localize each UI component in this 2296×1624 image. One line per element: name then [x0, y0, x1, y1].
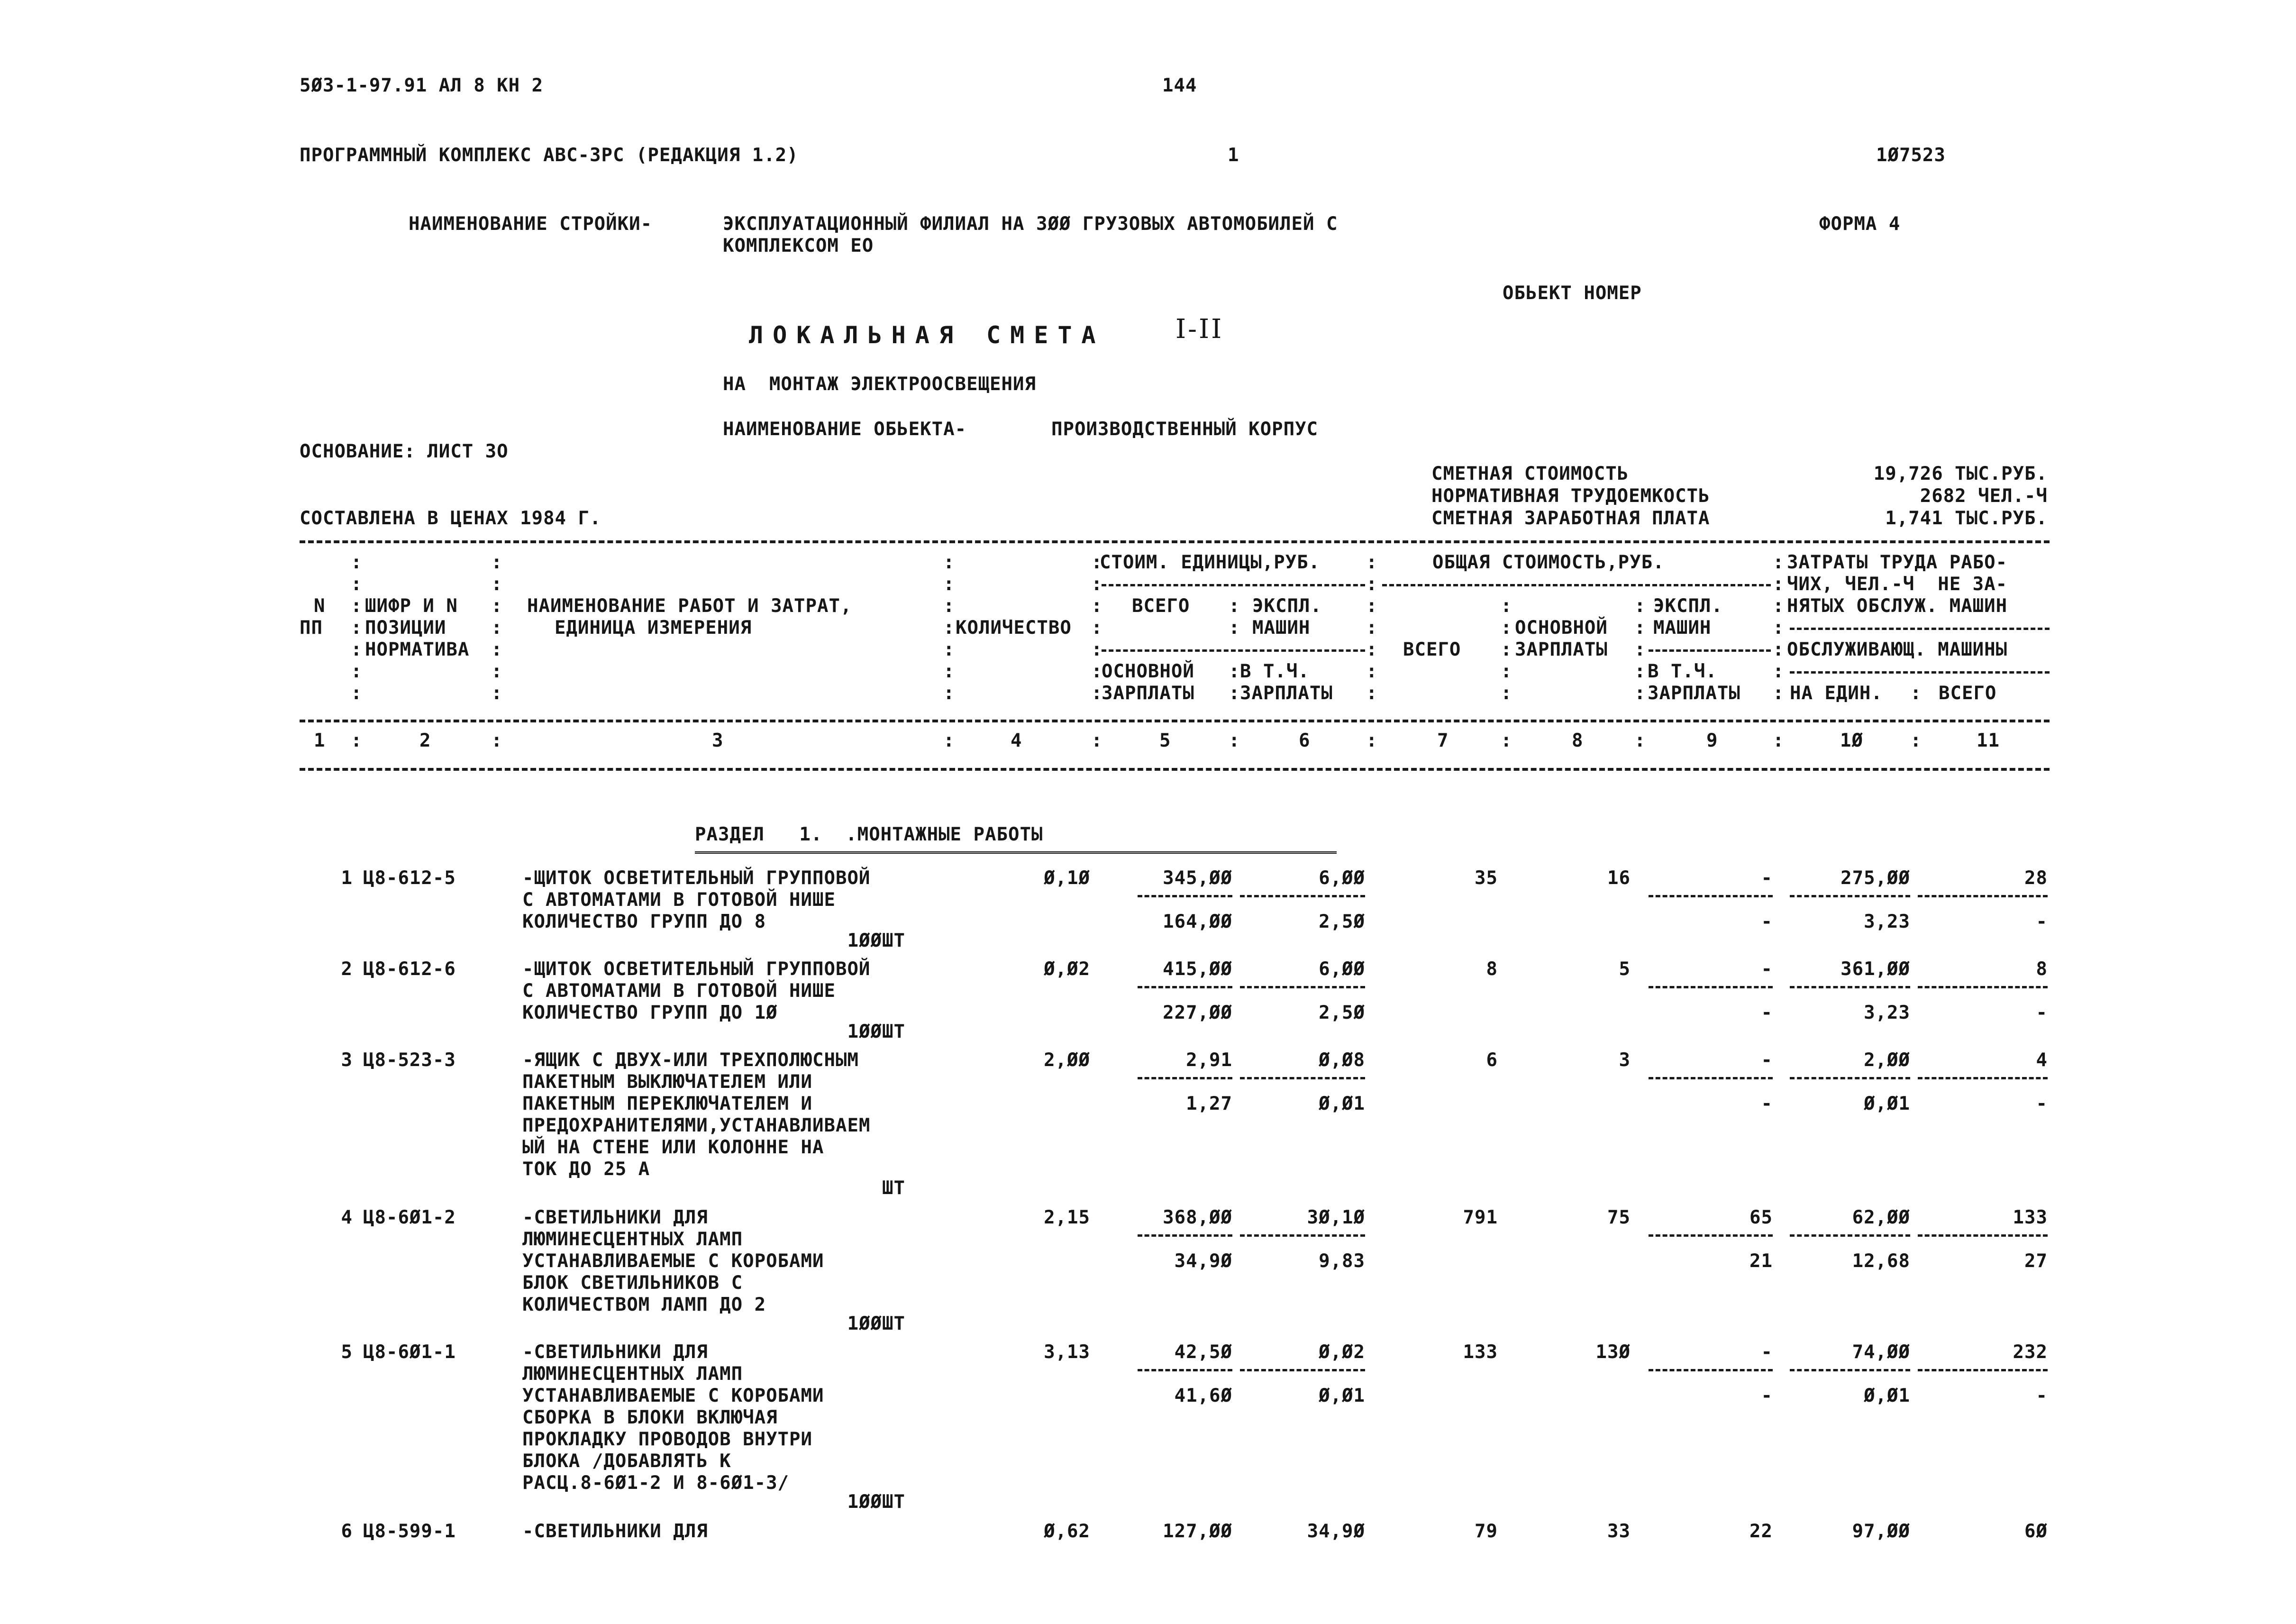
summary-cost-label: СМЕТНАЯ СТОИМОСТЬ	[1431, 463, 1629, 484]
row-description-line: КОЛИЧЕСТВОМ ЛАМП ДО 2	[522, 1294, 766, 1315]
hdr-labor-total: ВСЕГО	[1939, 683, 1997, 704]
row-description-line: ПРЕДОХРАНИТЕЛЯМИ,УСТАНАВЛИВАЕМ	[522, 1115, 871, 1136]
row-unit-cost-total: 127,ØØ	[1163, 1521, 1232, 1542]
row-description-line: ПРОКЛАДКУ ПРОВОДОВ ВНУТРИ	[522, 1429, 812, 1450]
colnum-10: 1Ø	[1840, 730, 1863, 751]
row-unit: 1ØØШТ	[847, 1313, 905, 1334]
hdr-base-salary-total-1: ОСНОВНОЙ	[1515, 617, 1608, 639]
row-machine-labor-total: -	[2036, 1093, 2048, 1114]
row-machine-labor-per-unit: Ø,Ø1	[1864, 1385, 1910, 1406]
col-sep-2: : : : : : : :	[491, 552, 503, 704]
row-labor-per-unit: 74,ØØ	[1852, 1341, 1910, 1363]
row-description-line: -СВЕТИЛЬНИКИ ДЛЯ	[522, 1207, 708, 1228]
object-name: ПРОИЗВОДСТВЕННЫЙ КОРПУС	[1051, 419, 1319, 440]
price-basis: СОСТАВЛЕНА В ЦЕНАХ 1984 Г.	[300, 508, 601, 529]
row-code: Ц8-612-6	[363, 958, 456, 980]
section-title: РАЗДЕЛ 1. .МОНТАЖНЫЕ РАБОТЫ	[695, 824, 1043, 845]
row-divider	[1649, 1369, 1773, 1371]
hdr-quantity: КОЛИЧЕСТВО	[956, 617, 1072, 639]
hdr-base-salary-total-2: ЗАРПЛАТЫ	[1515, 639, 1608, 660]
hdr-name-1: НАИМЕНОВАНИЕ РАБОТ И ЗАТРАТ,	[527, 595, 852, 617]
colnum-6: 6	[1299, 730, 1311, 751]
row-description-line: ЫЙ НА СТЕНЕ ИЛИ КОЛОННЕ НА	[522, 1137, 824, 1158]
row-divider	[1918, 1234, 2048, 1237]
program-name: ПРОГРАММНЫЙ КОМПЛЕКС АВС-3РС (РЕДАКЦИЯ 1.2)	[300, 145, 799, 166]
row-description-line: ЛЮМИНЕСЦЕНТНЫХ ЛАМП	[522, 1229, 743, 1250]
colnum-1: 1	[314, 730, 326, 751]
row-total-cost: 8	[1486, 958, 1498, 980]
colnum-3: 3	[712, 730, 724, 751]
row-machines-cost: 22	[1749, 1521, 1773, 1542]
row-description-line: -СВЕТИЛЬНИКИ ДЛЯ	[522, 1341, 708, 1363]
row-labor-total: 232	[2013, 1341, 2048, 1363]
page-number: 144	[1162, 75, 1197, 96]
row-number: 5	[341, 1341, 353, 1363]
row-unit-cost-total: 368,ØØ	[1163, 1207, 1232, 1228]
row-divider	[1790, 895, 1910, 897]
row-description-line: РАСЦ.8-6Ø1-2 И 8-6Ø1-3/	[522, 1472, 790, 1494]
row-divider	[1138, 1369, 1232, 1371]
row-unit: 1ØØШТ	[847, 930, 905, 951]
row-labor-total: 6Ø	[2024, 1521, 2048, 1542]
row-quantity: 2,15	[1044, 1207, 1090, 1228]
row-description-line: УСТАНАВЛИВАЕМЫЕ С КОРОБАМИ	[522, 1250, 824, 1272]
hdr-incl-1: В Т.Ч.	[1240, 661, 1310, 682]
row-quantity: Ø,Ø2	[1044, 958, 1090, 980]
hdr-incl-total-1: В Т.Ч.	[1648, 661, 1717, 682]
construction-name-line-1: ЭКСПЛУАТАЦИОННЫЙ ФИЛИАЛ НА 3ØØ ГРУЗОВЫХ АВТОМОБИЛЕЙ С	[723, 213, 1338, 235]
row-machines-salary: -	[1761, 1093, 1773, 1114]
document-id: 1Ø7523	[1876, 145, 1946, 166]
row-total-cost: 6	[1486, 1049, 1498, 1071]
row-description-line: БЛОКА /ДОБАВЛЯТЬ К	[522, 1451, 731, 1472]
row-machines-cost: -	[1761, 1341, 1773, 1363]
summary-salary-value: 1,741 ТЫС.РУБ.	[1885, 508, 2048, 529]
row-code: Ц8-599-1	[363, 1521, 456, 1542]
row-divider	[1138, 986, 1232, 988]
hdr-total-cost: ОБЩАЯ СТОИМОСТЬ,РУБ.	[1432, 552, 1665, 573]
row-divider	[1790, 1077, 1910, 1079]
row-number: 1	[341, 867, 353, 889]
row-machine-labor-total: -	[2036, 1385, 2048, 1406]
col-sep-9: : : : : : : :	[1091, 552, 1103, 704]
col-sep-1: : : : : : : :	[351, 552, 363, 704]
row-description-line: СБОРКА В БЛОКИ ВКЛЮЧАЯ	[522, 1407, 778, 1428]
row-unit-cost-total: 2,91	[1186, 1049, 1232, 1071]
row-salary-incl: Ø,Ø1	[1319, 1093, 1365, 1114]
col-sep-3: : : : : : : :	[943, 552, 955, 704]
row-description-line: -ЩИТОК ОСВЕТИТЕЛЬНЫЙ ГРУППОВОЙ	[522, 867, 871, 889]
summary-cost-value: 19,726 ТЫС.РУБ.	[1873, 463, 2048, 484]
hdr-labor-2: ЧИХ, ЧЕЛ.-Ч НЕ ЗА-	[1787, 574, 2008, 595]
row-description-line: -СВЕТИЛЬНИКИ ДЛЯ	[522, 1521, 708, 1542]
form-number: ФОРМА 4	[1819, 213, 1901, 235]
col-sep-4: : : : : : : :	[1366, 552, 1378, 704]
row-labor-total: 133	[2013, 1207, 2048, 1228]
header-top-rule	[300, 540, 2050, 543]
row-number: 6	[341, 1521, 353, 1542]
row-machine-labor-total: -	[2036, 1002, 2048, 1023]
row-code: Ц8-6Ø1-2	[363, 1207, 456, 1228]
hdr-unit-total: ВСЕГО	[1132, 595, 1190, 617]
header-mid-rule	[300, 720, 2050, 722]
row-divider	[1138, 1234, 1232, 1237]
row-divider	[1649, 1234, 1773, 1237]
row-description-line: ПАКЕТНЫМ ПЕРЕКЛЮЧАТЕЛЕМ И	[522, 1093, 812, 1114]
row-divider	[1240, 1369, 1365, 1371]
row-machines-salary: -	[1761, 1385, 1773, 1406]
hdr-machines-total-2: МАШИН	[1653, 617, 1712, 639]
hdr-pp: ПП	[300, 617, 323, 639]
row-unit-cost-machines: 3Ø,1Ø	[1307, 1207, 1365, 1228]
row-base-salary: 16	[1607, 867, 1631, 889]
row-divider	[1918, 1077, 2048, 1079]
colnum-11: 11	[1977, 730, 2000, 751]
row-unit-cost-total: 42,5Ø	[1174, 1341, 1232, 1363]
row-code: Ц8-6Ø1-1	[363, 1341, 456, 1363]
row-labor-per-unit: 275,ØØ	[1840, 867, 1910, 889]
row-description-line: КОЛИЧЕСТВО ГРУПП ДО 8	[522, 911, 766, 932]
row-description-line: УСТАНАВЛИВАЕМЫЕ С КОРОБАМИ	[522, 1385, 824, 1406]
row-quantity: Ø,62	[1044, 1521, 1090, 1542]
row-divider	[1240, 1234, 1365, 1237]
row-base-salary-unit: 41,6Ø	[1174, 1385, 1232, 1406]
row-description-line: ПАКЕТНЫМ ВЫКЛЮЧАТЕЛЕМ ИЛИ	[522, 1071, 812, 1093]
row-number: 3	[341, 1049, 353, 1071]
row-divider	[1649, 895, 1773, 897]
row-divider	[1138, 895, 1232, 897]
row-description-line: С АВТОМАТАМИ В ГОТОВОЙ НИШЕ	[522, 980, 836, 1002]
hdr-labor-1: ЗАТРАТЫ ТРУДА РАБО-	[1787, 552, 2008, 573]
row-divider	[1649, 986, 1773, 988]
hdr-code-1: ШИФР И N	[365, 595, 458, 617]
row-description-line: БЛОК СВЕТИЛЬНИКОВ С	[522, 1272, 743, 1294]
row-total-cost: 133	[1463, 1341, 1498, 1363]
document-title: ЛОКАЛЬНАЯ СМЕТА	[749, 321, 1105, 349]
hdr-code-2: ПОЗИЦИИ	[365, 617, 446, 639]
colnum-8: 8	[1572, 730, 1584, 751]
colnum-9: 9	[1706, 730, 1718, 751]
row-salary-incl: 9,83	[1319, 1250, 1365, 1272]
row-unit-cost-machines: 34,9Ø	[1307, 1521, 1365, 1542]
colnum-4: 4	[1011, 730, 1022, 751]
row-unit: 1ØØШТ	[847, 1491, 905, 1513]
row-base-salary-unit: 164,ØØ	[1163, 911, 1232, 932]
colnum-7: 7	[1437, 730, 1449, 751]
row-base-salary-unit: 1,27	[1186, 1093, 1232, 1114]
hdr-n: N	[314, 595, 326, 617]
hdr-base-salary-2: ЗАРПЛАТЫ	[1102, 683, 1194, 704]
row-machine-labor-per-unit: Ø,Ø1	[1864, 1093, 1910, 1114]
row-machines-cost: -	[1761, 958, 1773, 980]
row-machine-labor-per-unit: 3,23	[1864, 911, 1910, 932]
row-machines-cost: -	[1761, 867, 1773, 889]
col-sep-6: : : : :	[1229, 595, 1240, 704]
row-machines-cost: 65	[1749, 1207, 1773, 1228]
row-divider	[1790, 1234, 1910, 1237]
construction-name-line-2: КОМПЛЕКСОМ ЕО	[723, 235, 874, 256]
row-quantity: 2,ØØ	[1044, 1049, 1090, 1071]
row-divider	[1138, 1077, 1232, 1079]
header-bottom-rule	[300, 768, 2050, 771]
row-unit-cost-total: 415,ØØ	[1163, 958, 1232, 980]
row-machines-salary: -	[1761, 911, 1773, 932]
row-salary-incl: 2,5Ø	[1319, 1002, 1365, 1023]
row-labor-total: 28	[2024, 867, 2048, 889]
document-code: 5Ø3-1-97.91 АЛ 8 КН 2	[300, 75, 544, 96]
row-unit: ШТ	[882, 1177, 905, 1199]
colnum-2: 2	[419, 730, 431, 751]
hdr-unit-cost: СТОИМ. ЕДИНИЦЫ,РУБ.	[1100, 552, 1321, 573]
row-labor-per-unit: 97,ØØ	[1852, 1521, 1910, 1542]
colnum-5: 5	[1159, 730, 1171, 751]
section-title-underline	[695, 851, 1337, 856]
hdr-machines-2: МАШИН	[1252, 617, 1311, 639]
row-salary-incl: Ø,Ø1	[1319, 1385, 1365, 1406]
row-base-salary: 75	[1607, 1207, 1631, 1228]
row-description-line: КОЛИЧЕСТВО ГРУПП ДО 1Ø	[522, 1002, 778, 1023]
row-machines-cost: -	[1761, 1049, 1773, 1071]
row-total-cost: 79	[1475, 1521, 1498, 1542]
hdr-name-2: ЕДИНИЦА ИЗМЕРЕНИЯ	[555, 617, 752, 639]
row-divider	[1918, 895, 2048, 897]
row-number: 2	[341, 958, 353, 980]
row-divider	[1790, 1369, 1910, 1371]
row-divider	[1790, 986, 1910, 988]
summary-salary-label: СМЕТНАЯ ЗАРАБОТНАЯ ПЛАТА	[1431, 508, 1710, 529]
row-divider	[1918, 1369, 2048, 1371]
row-code: Ц8-612-5	[363, 867, 456, 889]
row-divider	[1240, 986, 1365, 988]
row-base-salary: 5	[1619, 958, 1631, 980]
row-divider	[1649, 1077, 1773, 1079]
row-machine-labor-total: 27	[2024, 1250, 2048, 1272]
hdr-code-3: НОРМАТИВА	[365, 639, 470, 660]
col-sep-5: : : : : : : :	[1773, 552, 1785, 704]
row-labor-per-unit: 62,ØØ	[1852, 1207, 1910, 1228]
hdr-machines-1: ЭКСПЛ.	[1252, 595, 1322, 617]
document-subtitle: НА МОНТАЖ ЭЛЕКТРООСВЕЩЕНИЯ	[723, 374, 1036, 395]
object-label: НАИМЕНОВАНИЕ ОБЬЕКТА-	[723, 419, 967, 440]
row-total-cost: 791	[1463, 1207, 1498, 1228]
hdr-incl-total-2: ЗАРПЛАТЫ	[1648, 683, 1740, 704]
row-unit-cost-total: 345,ØØ	[1163, 867, 1232, 889]
col-sep-8: : : : : :	[1634, 595, 1646, 704]
hdr-total-all: ВСЕГО	[1403, 639, 1461, 660]
row-divider	[1240, 1077, 1365, 1079]
row-description-line: -ЩИТОК ОСВЕТИТЕЛЬНЫЙ ГРУППОВОЙ	[522, 958, 871, 980]
summary-labor-label: НОРМАТИВНАЯ ТРУДОЕМКОСТЬ	[1431, 485, 1710, 507]
row-description-line: ТОК ДО 25 А	[522, 1159, 650, 1180]
hdr-labor-4: ОБСЛУЖИВАЮЩ. МАШИНЫ	[1787, 639, 2008, 660]
row-machine-labor-total: -	[2036, 911, 2048, 932]
row-machine-labor-per-unit: 12,68	[1852, 1250, 1910, 1272]
hdr-base-salary-1: ОСНОВНОЙ	[1102, 661, 1194, 682]
row-divider	[1918, 986, 2048, 988]
row-labor-per-unit: 2,ØØ	[1864, 1049, 1910, 1071]
row-machines-salary: 21	[1749, 1250, 1773, 1272]
row-total-cost: 35	[1475, 867, 1498, 889]
object-number-label: ОБЬЕКТ НОМЕР	[1503, 283, 1642, 304]
row-unit-cost-machines: Ø,Ø8	[1319, 1049, 1365, 1071]
col-sep-7: : : : : :	[1501, 595, 1512, 704]
row-description-line: С АВТОМАТАМИ В ГОТОВОЙ НИШЕ	[522, 889, 836, 911]
row-base-salary-unit: 227,ØØ	[1163, 1002, 1232, 1023]
row-base-salary: 3	[1619, 1049, 1631, 1071]
row-labor-total: 4	[2036, 1049, 2048, 1071]
hdr-machines-total-1: ЭКСПЛ.	[1653, 595, 1723, 617]
row-salary-incl: 2,5Ø	[1319, 911, 1365, 932]
row-labor-total: 8	[2036, 958, 2048, 980]
row-code: Ц8-523-3	[363, 1049, 456, 1071]
row-base-salary: 13Ø	[1595, 1341, 1631, 1363]
row-description-line: -ЯЩИК С ДВУХ-ИЛИ ТРЕХПОЛЮСНЫМ	[522, 1049, 859, 1071]
row-base-salary-unit: 34,9Ø	[1174, 1250, 1232, 1272]
row-quantity: 3,13	[1044, 1341, 1090, 1363]
hdr-labor-3: НЯТЫХ ОБСЛУЖ. МАШИН	[1787, 595, 2008, 617]
row-number: 4	[341, 1207, 353, 1228]
summary-labor-value: 2682 ЧЕЛ.-Ч	[1920, 485, 2048, 507]
row-quantity: Ø,1Ø	[1044, 867, 1090, 889]
row-description-line: ЛЮМИНЕСЦЕНТНЫХ ЛАМП	[522, 1363, 743, 1385]
row-unit-cost-machines: Ø,Ø2	[1319, 1341, 1365, 1363]
sheet-number: 1	[1228, 145, 1239, 166]
row-divider	[1240, 895, 1365, 897]
hdr-per-unit: НА ЕДИН.	[1790, 683, 1883, 704]
row-machines-salary: -	[1761, 1002, 1773, 1023]
handwritten-section-number: I-II	[1175, 314, 1224, 345]
row-unit-cost-machines: 6,ØØ	[1319, 867, 1365, 889]
row-unit: 1ØØШТ	[847, 1021, 905, 1042]
hdr-incl-2: ЗАРПЛАТЫ	[1240, 683, 1333, 704]
basis-reference: ОСНОВАНИЕ: ЛИСТ 3О	[300, 441, 509, 462]
row-base-salary: 33	[1607, 1521, 1631, 1542]
row-machine-labor-per-unit: 3,23	[1864, 1002, 1910, 1023]
row-unit-cost-machines: 6,ØØ	[1319, 958, 1365, 980]
row-labor-per-unit: 361,ØØ	[1840, 958, 1910, 980]
construction-label: НАИМЕНОВАНИЕ СТРОЙКИ-	[409, 213, 653, 235]
